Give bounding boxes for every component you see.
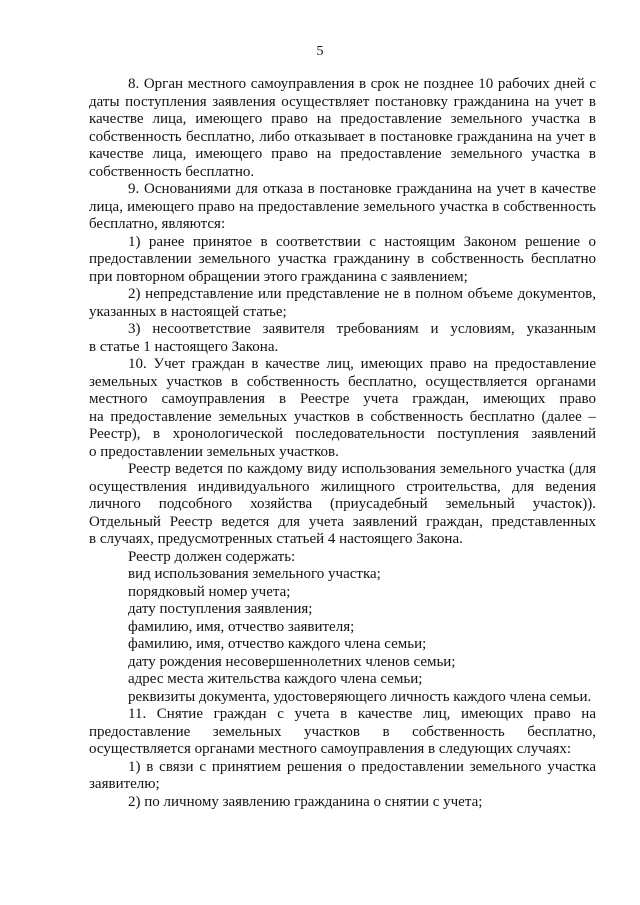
text-line: осуществления индивидуального жилищного строительства, для ведения — [89, 479, 596, 495]
text-line: фамилию, имя, отчество каждого члена семьи; — [128, 636, 427, 652]
text-line: в случаях, предусмотренных статьей 4 настоящего Закона. — [89, 531, 463, 547]
text-line: адрес места жительства каждого члена семьи; — [128, 671, 423, 687]
text-line: вид использования земельного участка; — [128, 566, 381, 582]
text-line: лица, имеющего право на предоставление земельного участка в собственность — [89, 199, 596, 215]
text-line: качестве лица, имеющего право на предоставление земельного участка в — [89, 146, 596, 162]
text-line: 3) несоответствие заявителя требованиям и условиям, указанным — [128, 321, 596, 337]
text-line: 1) ранее принятое в соответствии с настоящим Законом решение о — [128, 234, 596, 250]
text-line: заявителю; — [89, 776, 160, 792]
text-line: бесплатно, являются: — [89, 216, 226, 232]
text-line: 10. Учет граждан в качестве лиц, имеющих право на предоставление — [128, 356, 596, 372]
text-line: реквизиты документа, удостоверяющего личность каждого члена семьи. — [128, 689, 592, 705]
text-line: Реестр ведется по каждому виду использования земельного участка (для — [128, 461, 596, 477]
text-line: указанных в настоящей статье; — [89, 304, 287, 320]
text-line: Реестр должен содержать: — [128, 549, 296, 565]
text-line: 1) в связи с принятием решения о предоставлении земельного участка — [128, 759, 596, 775]
text-line: в статье 1 настоящего Закона. — [89, 339, 279, 355]
text-line: Реестр), в хронологической последовательности поступления заявлений — [89, 426, 596, 442]
text-line: земельных участков в собственность бесплатно, осуществляется органами — [89, 374, 596, 390]
text-line: местного самоуправления в Реестре учета граждан, имеющих право — [89, 391, 596, 407]
text-line: 9. Основаниями для отказа в постановке гражданина на учет в качестве — [128, 181, 596, 197]
text-line: предоставлении земельного участка гражданину в собственность бесплатно — [89, 251, 596, 267]
text-line: дату поступления заявления; — [128, 601, 313, 617]
text-line: 11. Снятие граждан с учета в качестве лиц, имеющих право на — [128, 706, 596, 722]
text-line: собственность бесплатно, либо отказывает в постановке гражданина на учет в — [89, 129, 596, 145]
text-line: фамилию, имя, отчество заявителя; — [128, 619, 355, 635]
text-line: на предоставление земельных участков в собственность бесплатно (далее – — [89, 409, 596, 425]
text-line: Отдельный Реестр ведется для учета заявлений граждан, представленных — [89, 514, 596, 530]
page-number: 5 — [316, 44, 324, 59]
text-line: предоставление земельных участков в собственность бесплатно, — [89, 724, 596, 740]
text-line: порядковый номер учета; — [128, 584, 291, 600]
text-line: собственность бесплатно. — [89, 164, 255, 180]
text-line: 8. Орган местного самоуправления в срок не позднее 10 рабочих дней с — [128, 76, 596, 92]
text-line: дату рождения несовершеннолетних членов семьи; — [128, 654, 456, 670]
text-line: осуществляется органами местного самоуправления в следующих случаях: — [89, 741, 572, 757]
text-line: качестве лица, имеющего право на предоставление земельного участка в — [89, 111, 596, 127]
text-line: 2) по личному заявлению гражданина о снятии с учета; — [128, 794, 483, 810]
text-line: личного подсобного хозяйства (приусадебный земельный участок)). — [89, 496, 596, 512]
text-line: о предоставлении земельных участков. — [89, 444, 339, 460]
text-line: при повторном обращении этого гражданина с заявлением; — [89, 269, 468, 285]
text-line: даты поступления заявления осуществляет постановку гражданина на учет в — [89, 94, 596, 110]
text-line: 2) непредставление или представление не в полном объеме документов, — [128, 286, 596, 302]
